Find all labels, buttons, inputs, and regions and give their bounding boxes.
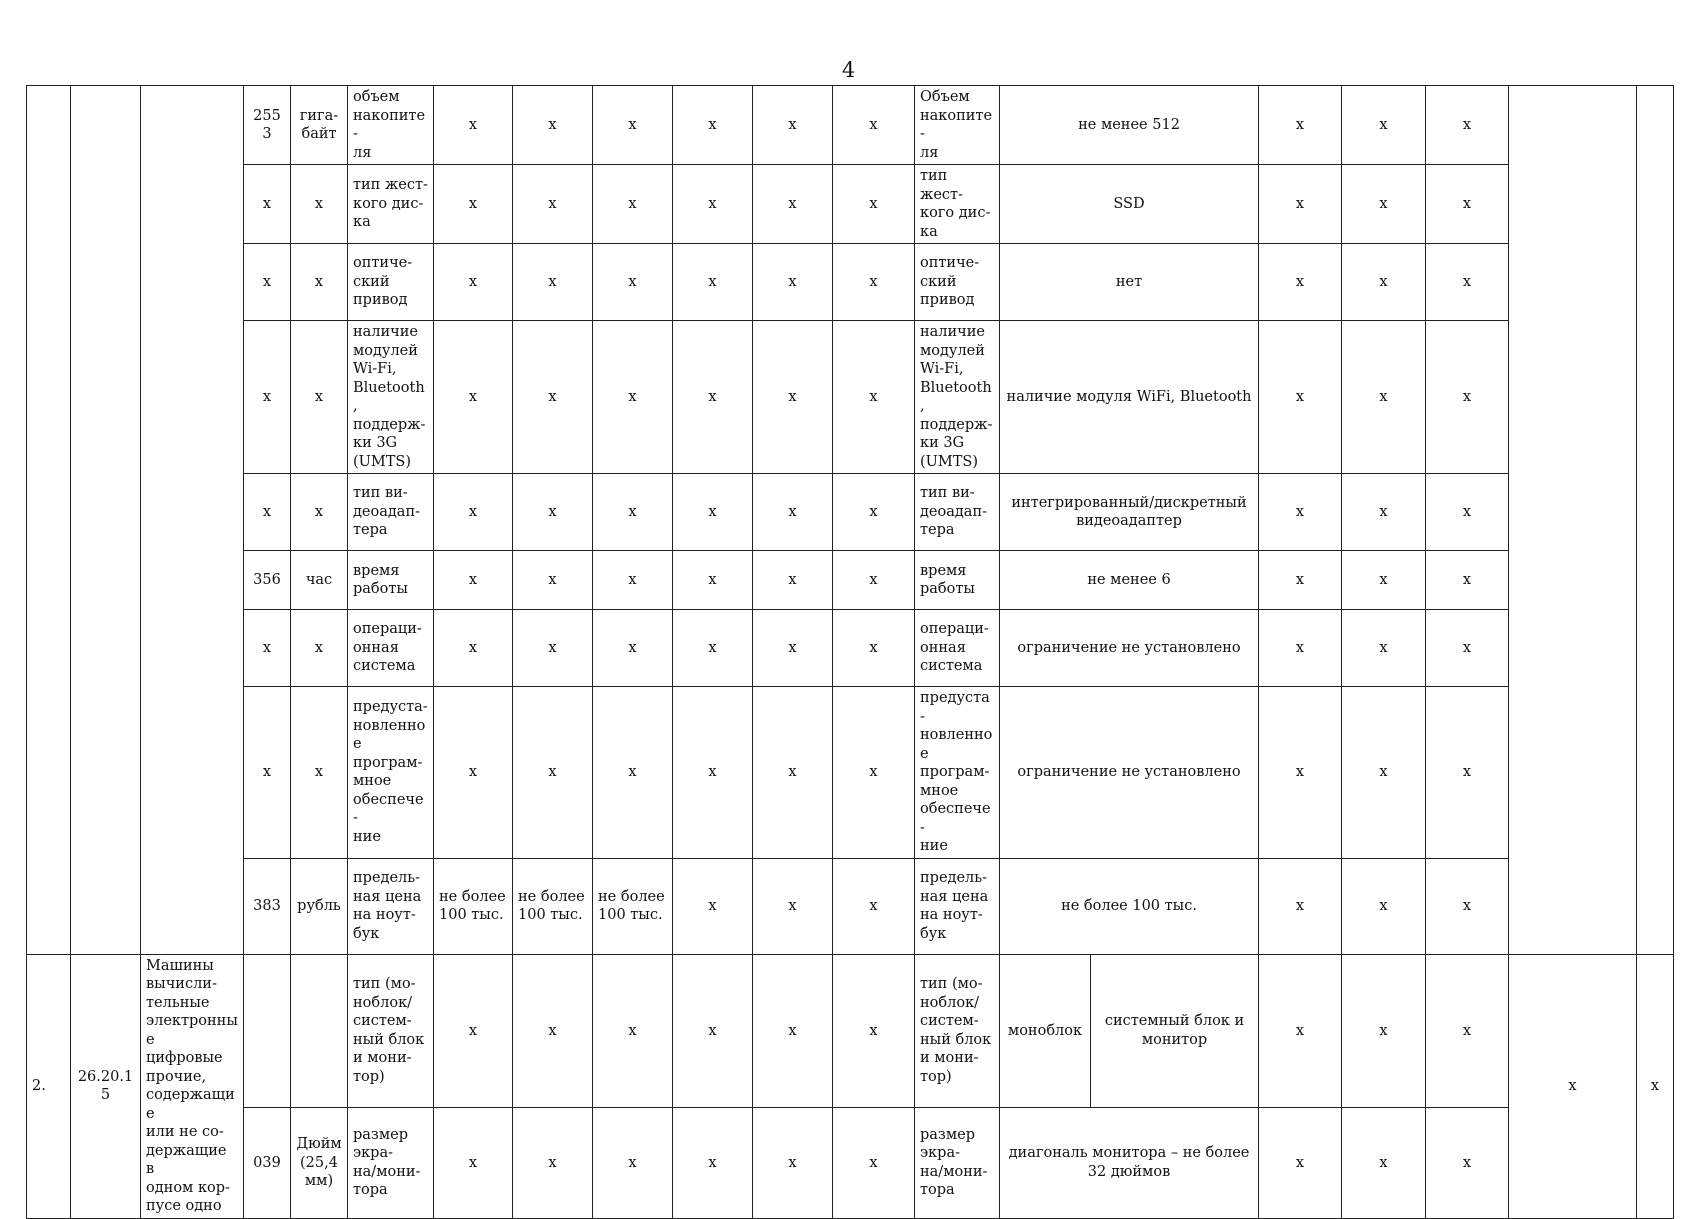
characteristic-name-cell: время работы bbox=[915, 551, 1000, 610]
value-cell: x bbox=[833, 165, 915, 244]
value-cell: x bbox=[1342, 1108, 1426, 1219]
value-cell: x bbox=[1426, 1108, 1509, 1219]
unit-cell: час bbox=[291, 551, 348, 610]
value-cell: x bbox=[673, 86, 753, 165]
characteristic-name-cell: операци- онная система bbox=[348, 610, 434, 687]
value-cell: x bbox=[1259, 1108, 1342, 1219]
value-cell: x bbox=[1259, 165, 1342, 244]
value-cell: не более 100 тыс. bbox=[513, 858, 593, 954]
item-number-cell bbox=[27, 86, 71, 955]
value-cell: x bbox=[673, 687, 753, 859]
value-cell: x bbox=[593, 687, 673, 859]
side-cell: x bbox=[1509, 954, 1637, 1218]
table-row bbox=[27, 858, 1674, 954]
table-row bbox=[27, 551, 1674, 610]
value-cell: x bbox=[753, 858, 833, 954]
value-cell: x bbox=[753, 165, 833, 244]
side-cell bbox=[1509, 86, 1637, 955]
value-cell: x bbox=[753, 610, 833, 687]
required-value-cell: интегрированный/дискретный видеоадаптер bbox=[1000, 474, 1259, 551]
characteristic-name-cell: объем накопите- ля bbox=[348, 86, 434, 165]
value-cell: x bbox=[1426, 321, 1509, 474]
value-cell: x bbox=[1342, 86, 1426, 165]
required-value-cell: не менее 6 bbox=[1000, 551, 1259, 610]
characteristic-name-cell: наличие модулей Wi-Fi, Bluetooth, поддерж- ки 3G (UMTS) bbox=[915, 321, 1000, 474]
required-value-cell: не менее 512 bbox=[1000, 86, 1259, 165]
value-cell: x bbox=[593, 165, 673, 244]
value-cell: x bbox=[513, 551, 593, 610]
required-value-cell: ограничение не установлено bbox=[1000, 687, 1259, 859]
okei-code-cell: x bbox=[244, 165, 291, 244]
characteristic-name-cell: тип жест- кого дис- ка bbox=[915, 165, 1000, 244]
unit-cell: x bbox=[291, 474, 348, 551]
item-number-cell: 2. bbox=[27, 954, 71, 1218]
value-cell: x bbox=[513, 244, 593, 321]
value-cell: x bbox=[1259, 321, 1342, 474]
characteristic-name-cell: тип ви- деоадап- тера bbox=[915, 474, 1000, 551]
value-cell: x bbox=[1342, 165, 1426, 244]
table-row bbox=[27, 954, 1674, 1108]
okei-code-cell: x bbox=[244, 687, 291, 859]
value-cell: x bbox=[593, 954, 673, 1108]
characteristic-name-cell: время работы bbox=[348, 551, 434, 610]
value-cell: x bbox=[1426, 610, 1509, 687]
value-cell: x bbox=[434, 687, 513, 859]
value-cell: x bbox=[1426, 687, 1509, 859]
page-number: 4 bbox=[841, 58, 856, 82]
okei-code-cell: x bbox=[244, 321, 291, 474]
table-row bbox=[27, 1108, 1674, 1219]
characteristic-name-cell: оптиче- ский привод bbox=[348, 244, 434, 321]
okei-code-cell: x bbox=[244, 610, 291, 687]
unit-cell: x bbox=[291, 244, 348, 321]
value-cell: x bbox=[1426, 244, 1509, 321]
value-cell: x bbox=[1259, 244, 1342, 321]
characteristic-name-cell: оптиче- ский привод bbox=[915, 244, 1000, 321]
value-cell: x bbox=[513, 610, 593, 687]
value-cell: x bbox=[833, 687, 915, 859]
value-cell: x bbox=[1259, 551, 1342, 610]
characteristic-name-cell: наличие модулей Wi-Fi, Bluetooth, поддерж- ки 3G (UMTS) bbox=[348, 321, 434, 474]
characteristic-name-cell: Объем накопите- ля bbox=[915, 86, 1000, 165]
characteristic-name-cell: предель- ная цена на ноут- бук bbox=[348, 858, 434, 954]
value-cell: x bbox=[753, 321, 833, 474]
value-cell: x bbox=[753, 244, 833, 321]
value-cell: x bbox=[673, 244, 753, 321]
value-cell: x bbox=[593, 551, 673, 610]
value-cell: x bbox=[833, 954, 915, 1108]
value-cell: x bbox=[753, 954, 833, 1108]
value-cell: x bbox=[593, 610, 673, 687]
value-cell: x bbox=[1259, 86, 1342, 165]
value-cell: x bbox=[673, 610, 753, 687]
unit-cell: Дюйм (25,4 мм) bbox=[291, 1108, 348, 1219]
item-title-cell: Машины вычисли- тельные электронные цифровые прочие, содержащие или не со- держащие в одном кор- пусе одно bbox=[141, 954, 244, 1218]
value-cell: x bbox=[833, 1108, 915, 1219]
characteristic-name-cell: предуста- новленное програм- мное обеспече- ние bbox=[348, 687, 434, 859]
value-cell: x bbox=[593, 244, 673, 321]
value-cell: x bbox=[833, 244, 915, 321]
value-cell: x bbox=[434, 610, 513, 687]
characteristic-name-cell: тип ви- деоадап- тера bbox=[348, 474, 434, 551]
characteristic-name-cell: предуста- новленное програм- мное обеспече- ние bbox=[915, 687, 1000, 859]
value-cell: x bbox=[593, 1108, 673, 1219]
value-cell: x bbox=[1342, 551, 1426, 610]
value-cell: x bbox=[513, 1108, 593, 1219]
value-cell: x bbox=[833, 551, 915, 610]
required-value-cell: диагональ монитора – не более 32 дюймов bbox=[1000, 1108, 1259, 1219]
required-value-cell: наличие модуля WiFi, Bluetooth bbox=[1000, 321, 1259, 474]
required-value-cell: системный блок и монитор bbox=[1091, 954, 1259, 1108]
table-row bbox=[27, 474, 1674, 551]
value-cell: x bbox=[753, 551, 833, 610]
value-cell: x bbox=[1342, 244, 1426, 321]
value-cell: x bbox=[434, 86, 513, 165]
characteristic-name-cell: предель- ная цена на ноут- бук bbox=[915, 858, 1000, 954]
okpd-code-cell bbox=[71, 86, 141, 955]
value-cell: x bbox=[673, 551, 753, 610]
characteristic-name-cell: тип жест- кого дис- ка bbox=[348, 165, 434, 244]
characteristic-name-cell: операци- онная система bbox=[915, 610, 1000, 687]
value-cell: x bbox=[1426, 551, 1509, 610]
required-value-cell: SSD bbox=[1000, 165, 1259, 244]
value-cell: x bbox=[593, 86, 673, 165]
value-cell: x bbox=[1259, 687, 1342, 859]
value-cell: x bbox=[753, 474, 833, 551]
side-cell bbox=[1637, 86, 1674, 955]
value-cell: x bbox=[673, 1108, 753, 1219]
value-cell: x bbox=[434, 165, 513, 244]
characteristic-name-cell: размер экра- на/мони- тора bbox=[915, 1108, 1000, 1219]
value-cell: x bbox=[513, 474, 593, 551]
okpd-code-cell: 26.20.15 bbox=[71, 954, 141, 1218]
value-cell: x bbox=[434, 954, 513, 1108]
value-cell: x bbox=[833, 610, 915, 687]
value-cell: не более 100 тыс. bbox=[593, 858, 673, 954]
unit-cell: x bbox=[291, 165, 348, 244]
unit-cell: x bbox=[291, 610, 348, 687]
value-cell: x bbox=[1342, 954, 1426, 1108]
table-row bbox=[27, 244, 1674, 321]
value-cell: x bbox=[434, 244, 513, 321]
value-cell: x bbox=[434, 474, 513, 551]
value-cell: x bbox=[673, 474, 753, 551]
value-cell: x bbox=[1342, 321, 1426, 474]
unit-cell: x bbox=[291, 687, 348, 859]
table-body bbox=[27, 86, 1674, 1219]
value-cell: x bbox=[1342, 474, 1426, 551]
value-cell: x bbox=[833, 858, 915, 954]
value-cell: x bbox=[673, 858, 753, 954]
value-cell: x bbox=[513, 687, 593, 859]
value-cell: x bbox=[1426, 86, 1509, 165]
value-cell: не более 100 тыс. bbox=[434, 858, 513, 954]
unit-cell bbox=[291, 954, 348, 1108]
value-cell: x bbox=[434, 551, 513, 610]
characteristic-name-cell: тип (мо- ноблок/ систем- ный блок и мони- тор) bbox=[915, 954, 1000, 1108]
okei-code-cell: 383 bbox=[244, 858, 291, 954]
value-cell: x bbox=[434, 321, 513, 474]
value-cell: x bbox=[833, 86, 915, 165]
value-cell: x bbox=[673, 954, 753, 1108]
value-cell: x bbox=[1259, 474, 1342, 551]
table-row bbox=[27, 610, 1674, 687]
value-cell: x bbox=[593, 474, 673, 551]
value-cell: x bbox=[1426, 165, 1509, 244]
value-cell: x bbox=[1342, 610, 1426, 687]
value-cell: x bbox=[1426, 858, 1509, 954]
okei-code-cell: 356 bbox=[244, 551, 291, 610]
required-value-cell: не более 100 тыс. bbox=[1000, 858, 1259, 954]
okei-code-cell bbox=[244, 954, 291, 1108]
side-cell: x bbox=[1637, 954, 1674, 1218]
value-cell: x bbox=[513, 86, 593, 165]
value-cell: x bbox=[1342, 687, 1426, 859]
unit-cell: x bbox=[291, 321, 348, 474]
item-title-cell bbox=[141, 86, 244, 955]
characteristic-name-cell: размер экра- на/мони- тора bbox=[348, 1108, 434, 1219]
table-row bbox=[27, 321, 1674, 474]
unit-cell: гига- байт bbox=[291, 86, 348, 165]
value-cell: x bbox=[1426, 954, 1509, 1108]
value-cell: x bbox=[753, 86, 833, 165]
value-cell: x bbox=[833, 321, 915, 474]
characteristics-table bbox=[26, 85, 1674, 1219]
value-cell: x bbox=[1259, 954, 1342, 1108]
value-cell: x bbox=[513, 954, 593, 1108]
value-cell: x bbox=[1259, 858, 1342, 954]
value-cell: x bbox=[1426, 474, 1509, 551]
value-cell: x bbox=[513, 321, 593, 474]
unit-cell: рубль bbox=[291, 858, 348, 954]
value-cell: x bbox=[673, 321, 753, 474]
table-row bbox=[27, 165, 1674, 244]
value-cell: x bbox=[753, 1108, 833, 1219]
required-value-cell: нет bbox=[1000, 244, 1259, 321]
value-cell: x bbox=[1259, 610, 1342, 687]
required-value-cell: моноблок bbox=[1000, 954, 1091, 1108]
value-cell: x bbox=[593, 321, 673, 474]
value-cell: x bbox=[833, 474, 915, 551]
okei-code-cell: 2553 bbox=[244, 86, 291, 165]
table-row bbox=[27, 687, 1674, 859]
okei-code-cell: x bbox=[244, 474, 291, 551]
value-cell: x bbox=[753, 687, 833, 859]
okei-code-cell: x bbox=[244, 244, 291, 321]
required-value-cell: ограничение не установлено bbox=[1000, 610, 1259, 687]
value-cell: x bbox=[673, 165, 753, 244]
value-cell: x bbox=[434, 1108, 513, 1219]
characteristic-name-cell: тип (мо- ноблок/ систем- ный блок и мони- тор) bbox=[348, 954, 434, 1108]
value-cell: x bbox=[1342, 858, 1426, 954]
table-row bbox=[27, 86, 1674, 165]
value-cell: x bbox=[513, 165, 593, 244]
okei-code-cell: 039 bbox=[244, 1108, 291, 1219]
